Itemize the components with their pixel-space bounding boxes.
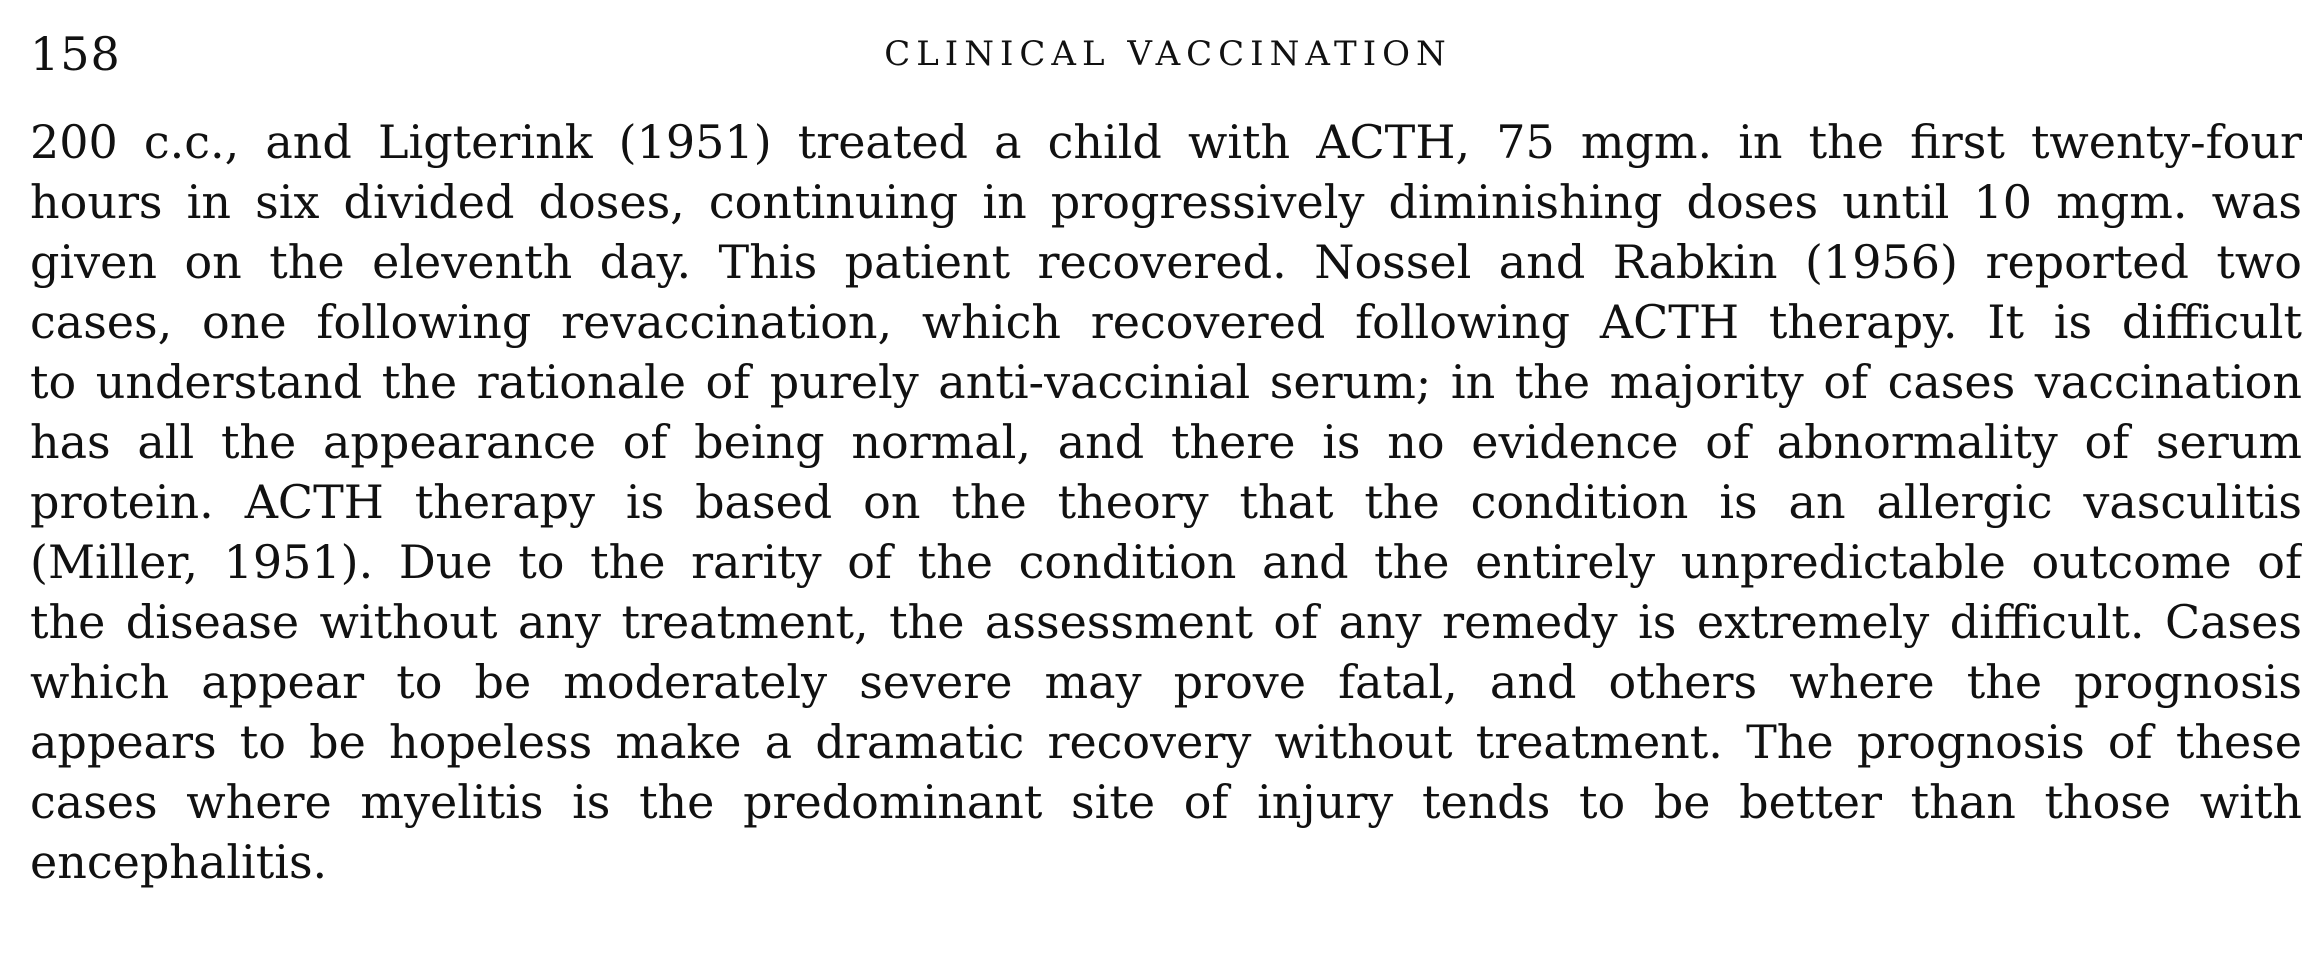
text-line: appears to be hopeless make a dramatic recovery without treatment. The prognosis of these bbox=[30, 715, 2302, 769]
body-paragraph bbox=[30, 112, 2302, 892]
text-line: the disease without any treatment, the assessment of any remedy is extremely difficult. Cases bbox=[30, 595, 2302, 649]
text-line: (Miller, 1951). Due to the rarity of the condition and the entirely unpredictable outcome of bbox=[30, 535, 2302, 589]
text-line: cases where myelitis is the predominant site of injury tends to be better than those with bbox=[30, 775, 2302, 829]
text-line: protein. ACTH therapy is based on the theory that the condition is an allergic vasculitis bbox=[30, 475, 2302, 529]
page-number: 158 bbox=[30, 27, 121, 81]
text-line: to understand the rationale of purely anti-vaccinial serum; in the majority of cases vaccination bbox=[30, 355, 2302, 409]
text-line: has all the appearance of being normal, and there is no evidence of abnormality of serum bbox=[30, 415, 2302, 469]
text-line: which appear to be moderately severe may prove fatal, and others where the prognosis bbox=[30, 655, 2302, 709]
text-line: 200 c.c., and Ligterink (1951) treated a child with ACTH, 75 mgm. in the first twenty-four bbox=[30, 115, 2302, 169]
text-line: given on the eleventh day. This patient recovered. Nossel and Rabkin (1956) reported two bbox=[30, 235, 2302, 289]
text-line-final: encephalitis. bbox=[30, 835, 328, 889]
text-line: cases, one following revaccination, which recovered following ACTH therapy. It is difficult bbox=[30, 295, 2302, 349]
running-title: CLINICAL VACCINATION bbox=[884, 34, 1452, 74]
running-head bbox=[30, 24, 2306, 84]
text-line: hours in six divided doses, continuing in progressively diminishing doses until 10 mgm. was bbox=[30, 175, 2302, 229]
